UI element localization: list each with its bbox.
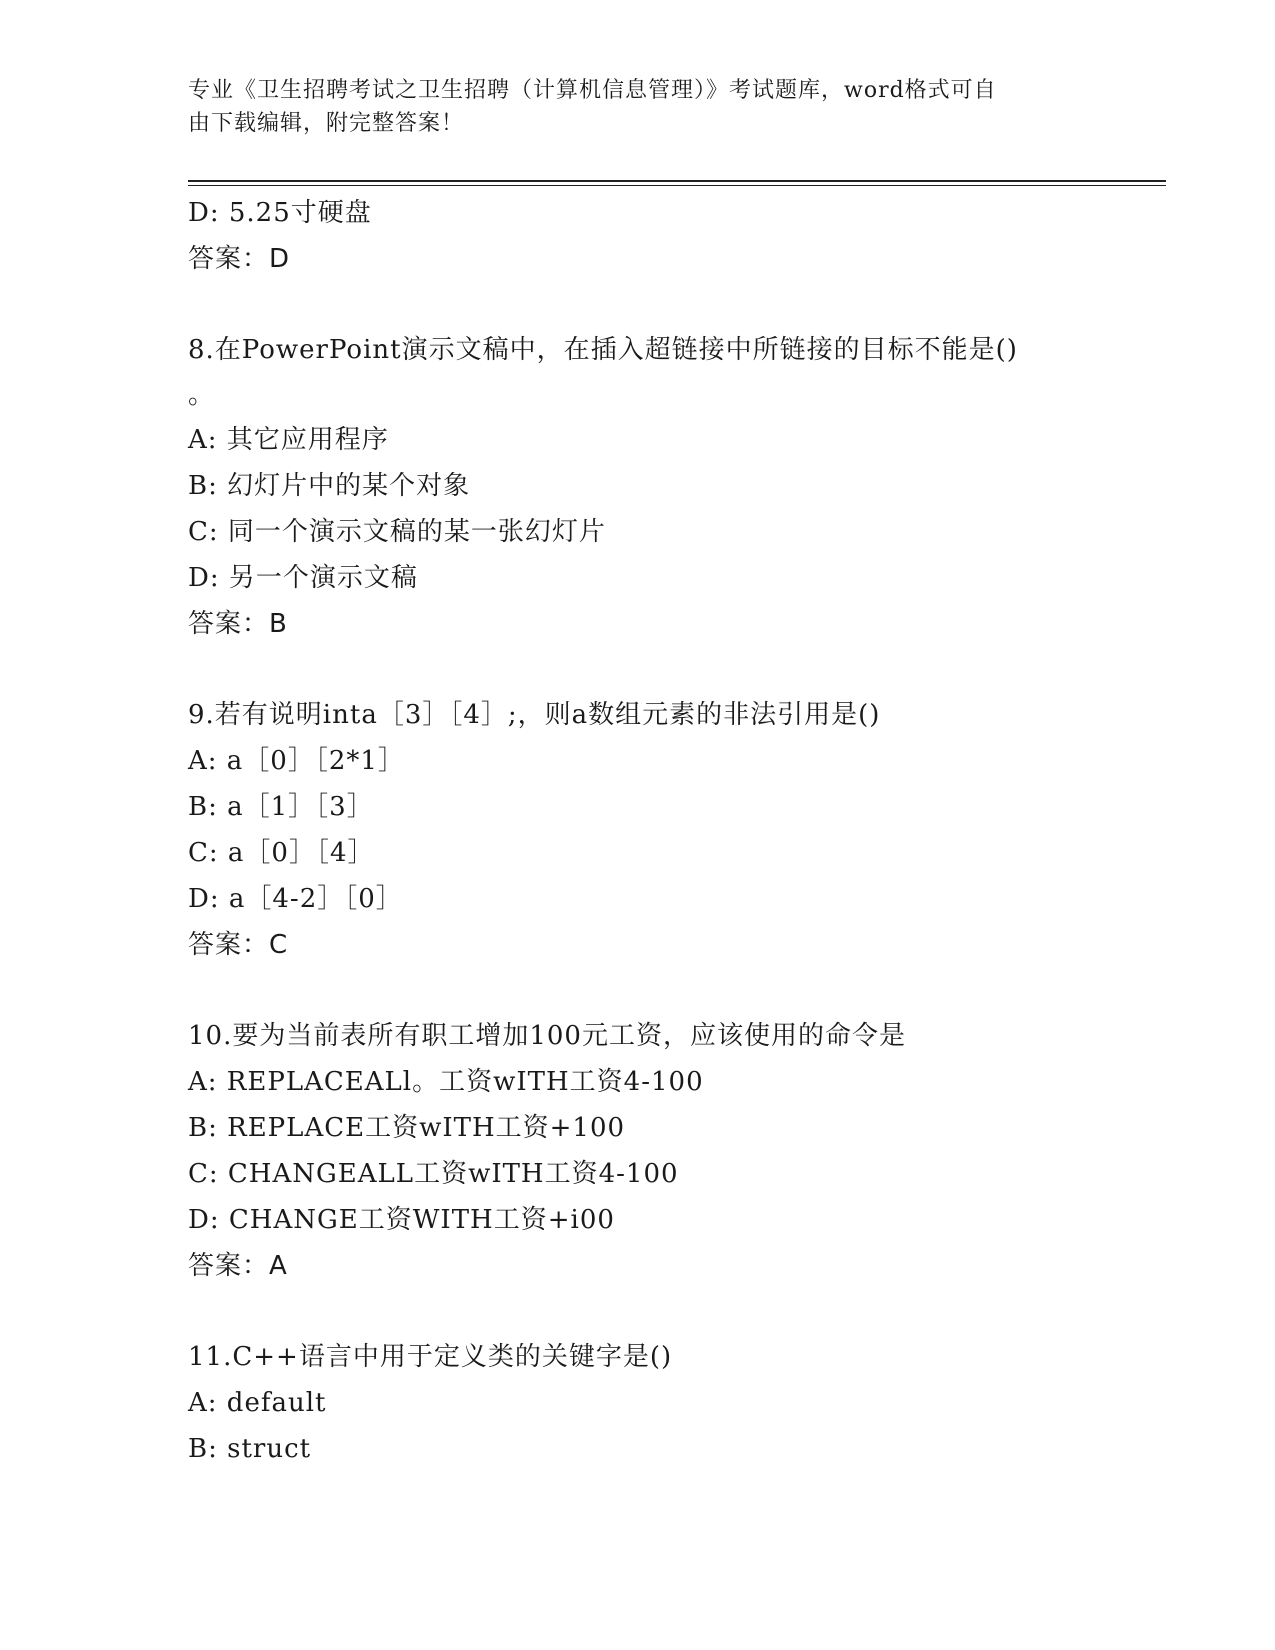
- header-line-1: 专业《卫生招聘考试之卫生招聘（计算机信息管理）》考试题库，word格式可自: [188, 78, 997, 103]
- prev-option-d: D: 5.25寸硬盘: [188, 198, 372, 228]
- spacer: [188, 968, 1088, 1013]
- question-10-option-c: C: CHANGEALL工资wITH工资4-100: [188, 1159, 679, 1189]
- header-line-2: 由下载编辑，附完整答案！: [188, 111, 465, 136]
- question-9-option-d: D: a［4-2］［0］: [188, 884, 403, 914]
- question-list: [188, 190, 1088, 1472]
- spacer: [188, 1289, 1088, 1334]
- question-8-option-c: C: 同一个演示文稿的某一张幻灯片: [188, 517, 606, 547]
- question-9-option-c: C: a［0］［4］: [188, 838, 375, 868]
- prev-answer: 答案：D: [188, 244, 291, 274]
- question-11-option-b: B: struct: [188, 1434, 312, 1464]
- question-8-answer: 答案：B: [188, 609, 288, 639]
- question-9-stem: 9.若有说明inta［3］［4］;，则a数组元素的非法引用是(): [188, 700, 881, 730]
- question-9-answer: 答案：C: [188, 930, 289, 960]
- document-header: [188, 74, 1068, 140]
- question-10-option-a: A: REPLACEALl。工资wITH工资4-100: [188, 1067, 704, 1097]
- question-9-option-a: A: a［0］［2*1］: [188, 746, 405, 776]
- question-9-option-b: B: a［1］［3］: [188, 792, 374, 822]
- question-10-option-b: B: REPLACE工资wITH工资+100: [188, 1113, 626, 1143]
- question-10-answer: 答案：A: [188, 1251, 288, 1281]
- spacer: [188, 647, 1088, 692]
- header-divider-thin: [188, 185, 1166, 186]
- question-8-option-d: D: 另一个演示文稿: [188, 563, 418, 593]
- question-10-option-d: D: CHANGE工资WITH工资+i00: [188, 1205, 615, 1235]
- header-divider-thick: [188, 180, 1166, 182]
- question-11-option-a: A: default: [188, 1388, 327, 1418]
- question-11-stem: 11.C++语言中用于定义类的关键字是(): [188, 1342, 673, 1372]
- question-8-option-b: B: 幻灯片中的某个对象: [188, 471, 471, 501]
- question-8-option-a: A: 其它应用程序: [188, 425, 389, 455]
- spacer: [188, 282, 1088, 327]
- question-8-stem-continuation: 。: [188, 380, 216, 410]
- question-8-stem: 8.在PowerPoint演示文稿中，在插入超链接中所链接的目标不能是(): [188, 335, 1018, 365]
- question-10-stem: 10.要为当前表所有职工增加100元工资，应该使用的命令是: [188, 1021, 906, 1051]
